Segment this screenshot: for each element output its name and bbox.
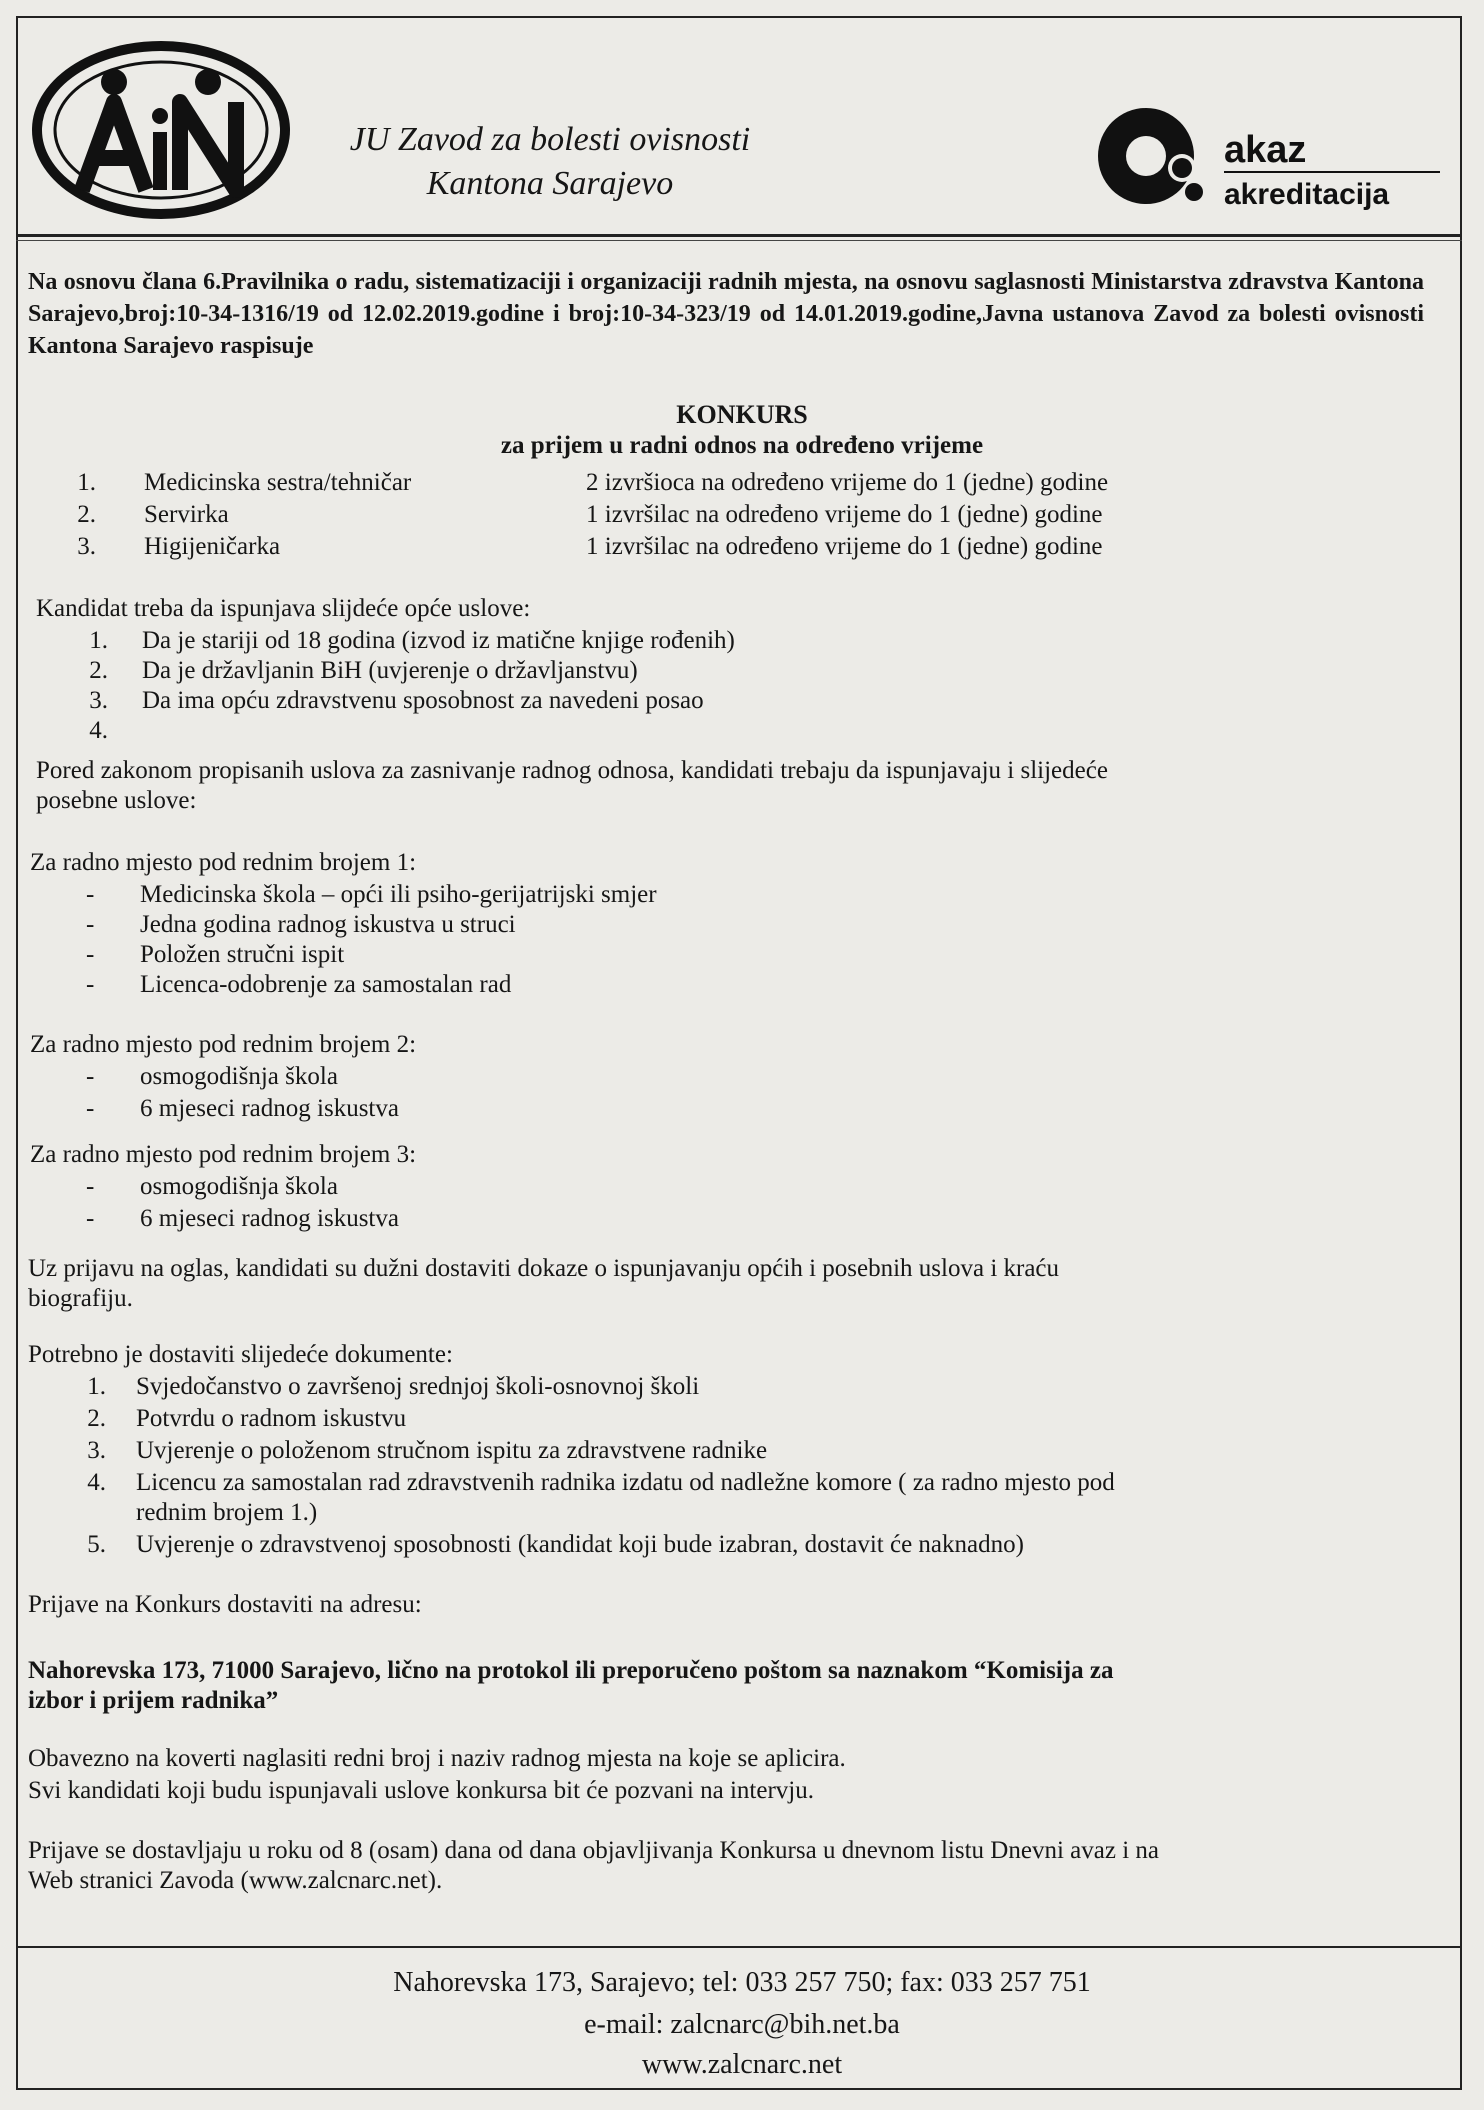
envelope-note: Obavezno na koverti naglasiti redni broj i naziv radnog mjesta na koje se aplicira. (28, 1745, 846, 1772)
header-rule (16, 234, 1462, 237)
document-page: JU Zavod za bolesti ovisnosti Kantona Sarajevo akaz akreditacija Na osnovu člana 6.Pravilnika o radu, sistematizaciji i organizaciji radnih mjesta, na osnovu saglasnosti Ministarstva zdravstva Kantona Sarajevo,broj:10-34-1316/19 od 12.02.2019.godine i broj:10-34-323/19 od 14.01.2019.godine,Javna ustanova Zavod za bolesti ovisnosti Kantona Sarajevo raspisuje KONKURS za prijem u radni odnos na određeno vrijeme 1. Medicinska sestra/tehničar 2 izvršioca na određeno vrijeme do 1 (jedne) godine 2. Servirka 1 izvršilac na određeno vrijeme do 1 (jedne) godine 3. Higijeničarka 1 izvršilac na određeno vrijeme do 1 (jedne) godine Kandidat treba da ispunjava slijdeće opće uslove: 1. Da je stariji od 18 godina (izvod iz matične knjige rođenih) 2. Da je državljanin BiH (uvjerenje o državljanstvu) 3. Da ima opću zdravstvenu sposobnost za navedeni posao 4. Pored zakonom propisanih uslova za zasnivanje radnog odnosa, kandidati trebaju da ispunjavaju i slijedeće posebne uslove: Za radno mjesto pod rednim brojem 1: - Medicinska škola – opći ili psiho-gerijatrijski smjer - Jedna godina radnog iskustva u struci - Položen stručni ispit - Licenca-odobrenje za samostalan rad Za radno mjesto pod rednim brojem 2: - osmogodišnja škola - 6 mjeseci radnog iskustva Za radno mjesto pod rednim brojem 3: - osmogodišnja škola - 6 mjeseci radnog iskustva Uz prijavu na oglas, kandidati su dužni dostaviti dokaze o ispunjavanju općih i posebnih uslova i kraću biografiju. Potrebno je dostaviti slijedeće dokumente: 1. Svjedočanstvo o završenoj srednjoj školi-osnovnoj školi 2. Potvrdu o radnom iskustvu 3. Uvjerenje o položenom stručnom ispitu za zdravstvene radnike 4. Licencu za samostalan rad zdravstvenih radnika izdatu od nadležne komore ( za radno mjesto pod rednim brojem 1.) 5. Uvjerenje o zdravstvenoj sposobnosti (kandidat koji bude izabran, dostavit će naknadno) Prijave na Konkurs dostaviti na adresu: Nahorevska 173, 71000 Sarajevo, lično na protokol ili preporučeno poštom sa naznakom “Komisija za izbor i prijem radnika” Obavezno na koverti naglasiti redni broj i naziv radnog mjesta na koje se aplicira. Svi kandidati koji budu ispunjavali uslove konkursa bit će pozvani na intervju. Prijave se dostavljaju u roku od 8 (osam) dana od dana objavljivanja Konkursa u dnevnom listu Dnevni avaz i na Web stranici Zavoda (www.zalcnarc.net). Nahorevska 173, Sarajevo; tel: 033 257 750; fax: 033 257 751 e-mail: zalcnarc@bih.net.ba www.zalcnarc.net (0, 0, 1484, 2110)
submit-address-cont: izbor i prijem radnika” (28, 1687, 279, 1714)
special-heading: Za radno mjesto pod rednim brojem 2: (30, 1031, 417, 1058)
general-conditions-heading: Kandidat treba da ispunjava slijdeće opće uslove: (36, 595, 531, 622)
list-item: - 6 mjeseci radnog iskustva (86, 1095, 399, 1122)
list-item-cont: rednim brojem 1.) (136, 1499, 318, 1526)
special-heading: Za radno mjesto pod rednim brojem 3: (30, 1141, 417, 1168)
institution-name (300, 118, 800, 206)
special-heading: Za radno mjesto pod rednim brojem 1: (30, 849, 417, 876)
intro-paragraph: Na osnovu člana 6.Pravilnika o radu, sistematizaciji i organizaciji radnih mjesta, na osnovu saglasnosti Ministarstva zdravstva Kantona Sarajevo,broj:10-34-1316/19 od 12.02.2019.godine i broj:10-34-323/19 od 14.01.2019.godine,Javna ustanova Zavod za bolesti ovisnosti Kantona Sarajevo raspisuje (28, 269, 1424, 359)
footer-email: e-mail: zalcnarc@bih.net.ba (584, 2009, 900, 2040)
list-item: - Licenca-odobrenje za samostalan rad (86, 971, 512, 998)
submit-heading: Prijave na Konkurs dostaviti na adresu: (28, 1591, 422, 1618)
konkurs-subtitle: za prijem u radni odnos na određeno vrijeme (500, 432, 984, 459)
list-item: - osmogodišnja škola (86, 1173, 338, 1200)
konkurs-title: KONKURS (676, 400, 808, 429)
ain-logo-icon (30, 40, 292, 220)
proof-paragraph: Uz prijavu na oglas, kandidati su dužni dostaviti dokaze o ispunjavanju općih i posebnih uslova i kraću (28, 1255, 1060, 1282)
list-item: - Medicinska škola – opći ili psiho-gerijatrijski smjer (86, 881, 657, 908)
special-conditions-intro: Pored zakonom propisanih uslova za zasnivanje radnog odnosa, kandidati trebaju da ispunjavaju i slijedeće (36, 757, 1108, 784)
akaz-logo-text: akaz (1224, 129, 1307, 171)
interview-note: Svi kandidati koji budu ispunjavali uslove konkursa bit će pozvani na intervju. (28, 1777, 814, 1804)
list-item: - Jedna godina radnog iskustva u struci (86, 911, 516, 938)
akaz-logo-subtext: akreditacija (1224, 178, 1390, 211)
institution-name-line2: Kantona Sarajevo (426, 165, 674, 202)
proof-paragraph-cont: biografiju. (28, 1285, 133, 1312)
footer-website: www.zalcnarc.net (641, 2049, 843, 2080)
list-item: - 6 mjeseci radnog iskustva (86, 1205, 399, 1232)
list-item: - osmogodišnja škola (86, 1063, 338, 1090)
submit-address: Nahorevska 173, 71000 Sarajevo, lično na protokol ili preporučeno poštom sa naznakom “Komisija za (28, 1657, 1114, 1684)
akaz-logo-icon (1090, 100, 1450, 220)
footer-rule (16, 1946, 1462, 1948)
institution-name-line1: JU Zavod za bolesti ovisnosti (349, 121, 751, 158)
documents-heading: Potrebno je dostaviti slijedeće dokumente: (28, 1341, 453, 1368)
deadline-paragraph-cont: Web stranici Zavoda (www.zalcnarc.net). (28, 1867, 443, 1894)
header-rule-thin (16, 240, 1462, 241)
footer-address: Nahorevska 173, Sarajevo; tel: 033 257 750; fax: 033 257 751 (393, 1967, 1091, 1998)
deadline-paragraph: Prijave se dostavljaju u roku od 8 (osam) dana od dana objavljivanja Konkursa u dnevnom listu Dnevni avaz i na (28, 1837, 1159, 1864)
list-item: - Položen stručni ispit (86, 941, 345, 968)
special-conditions-intro-cont: posebne uslove: (36, 787, 197, 814)
